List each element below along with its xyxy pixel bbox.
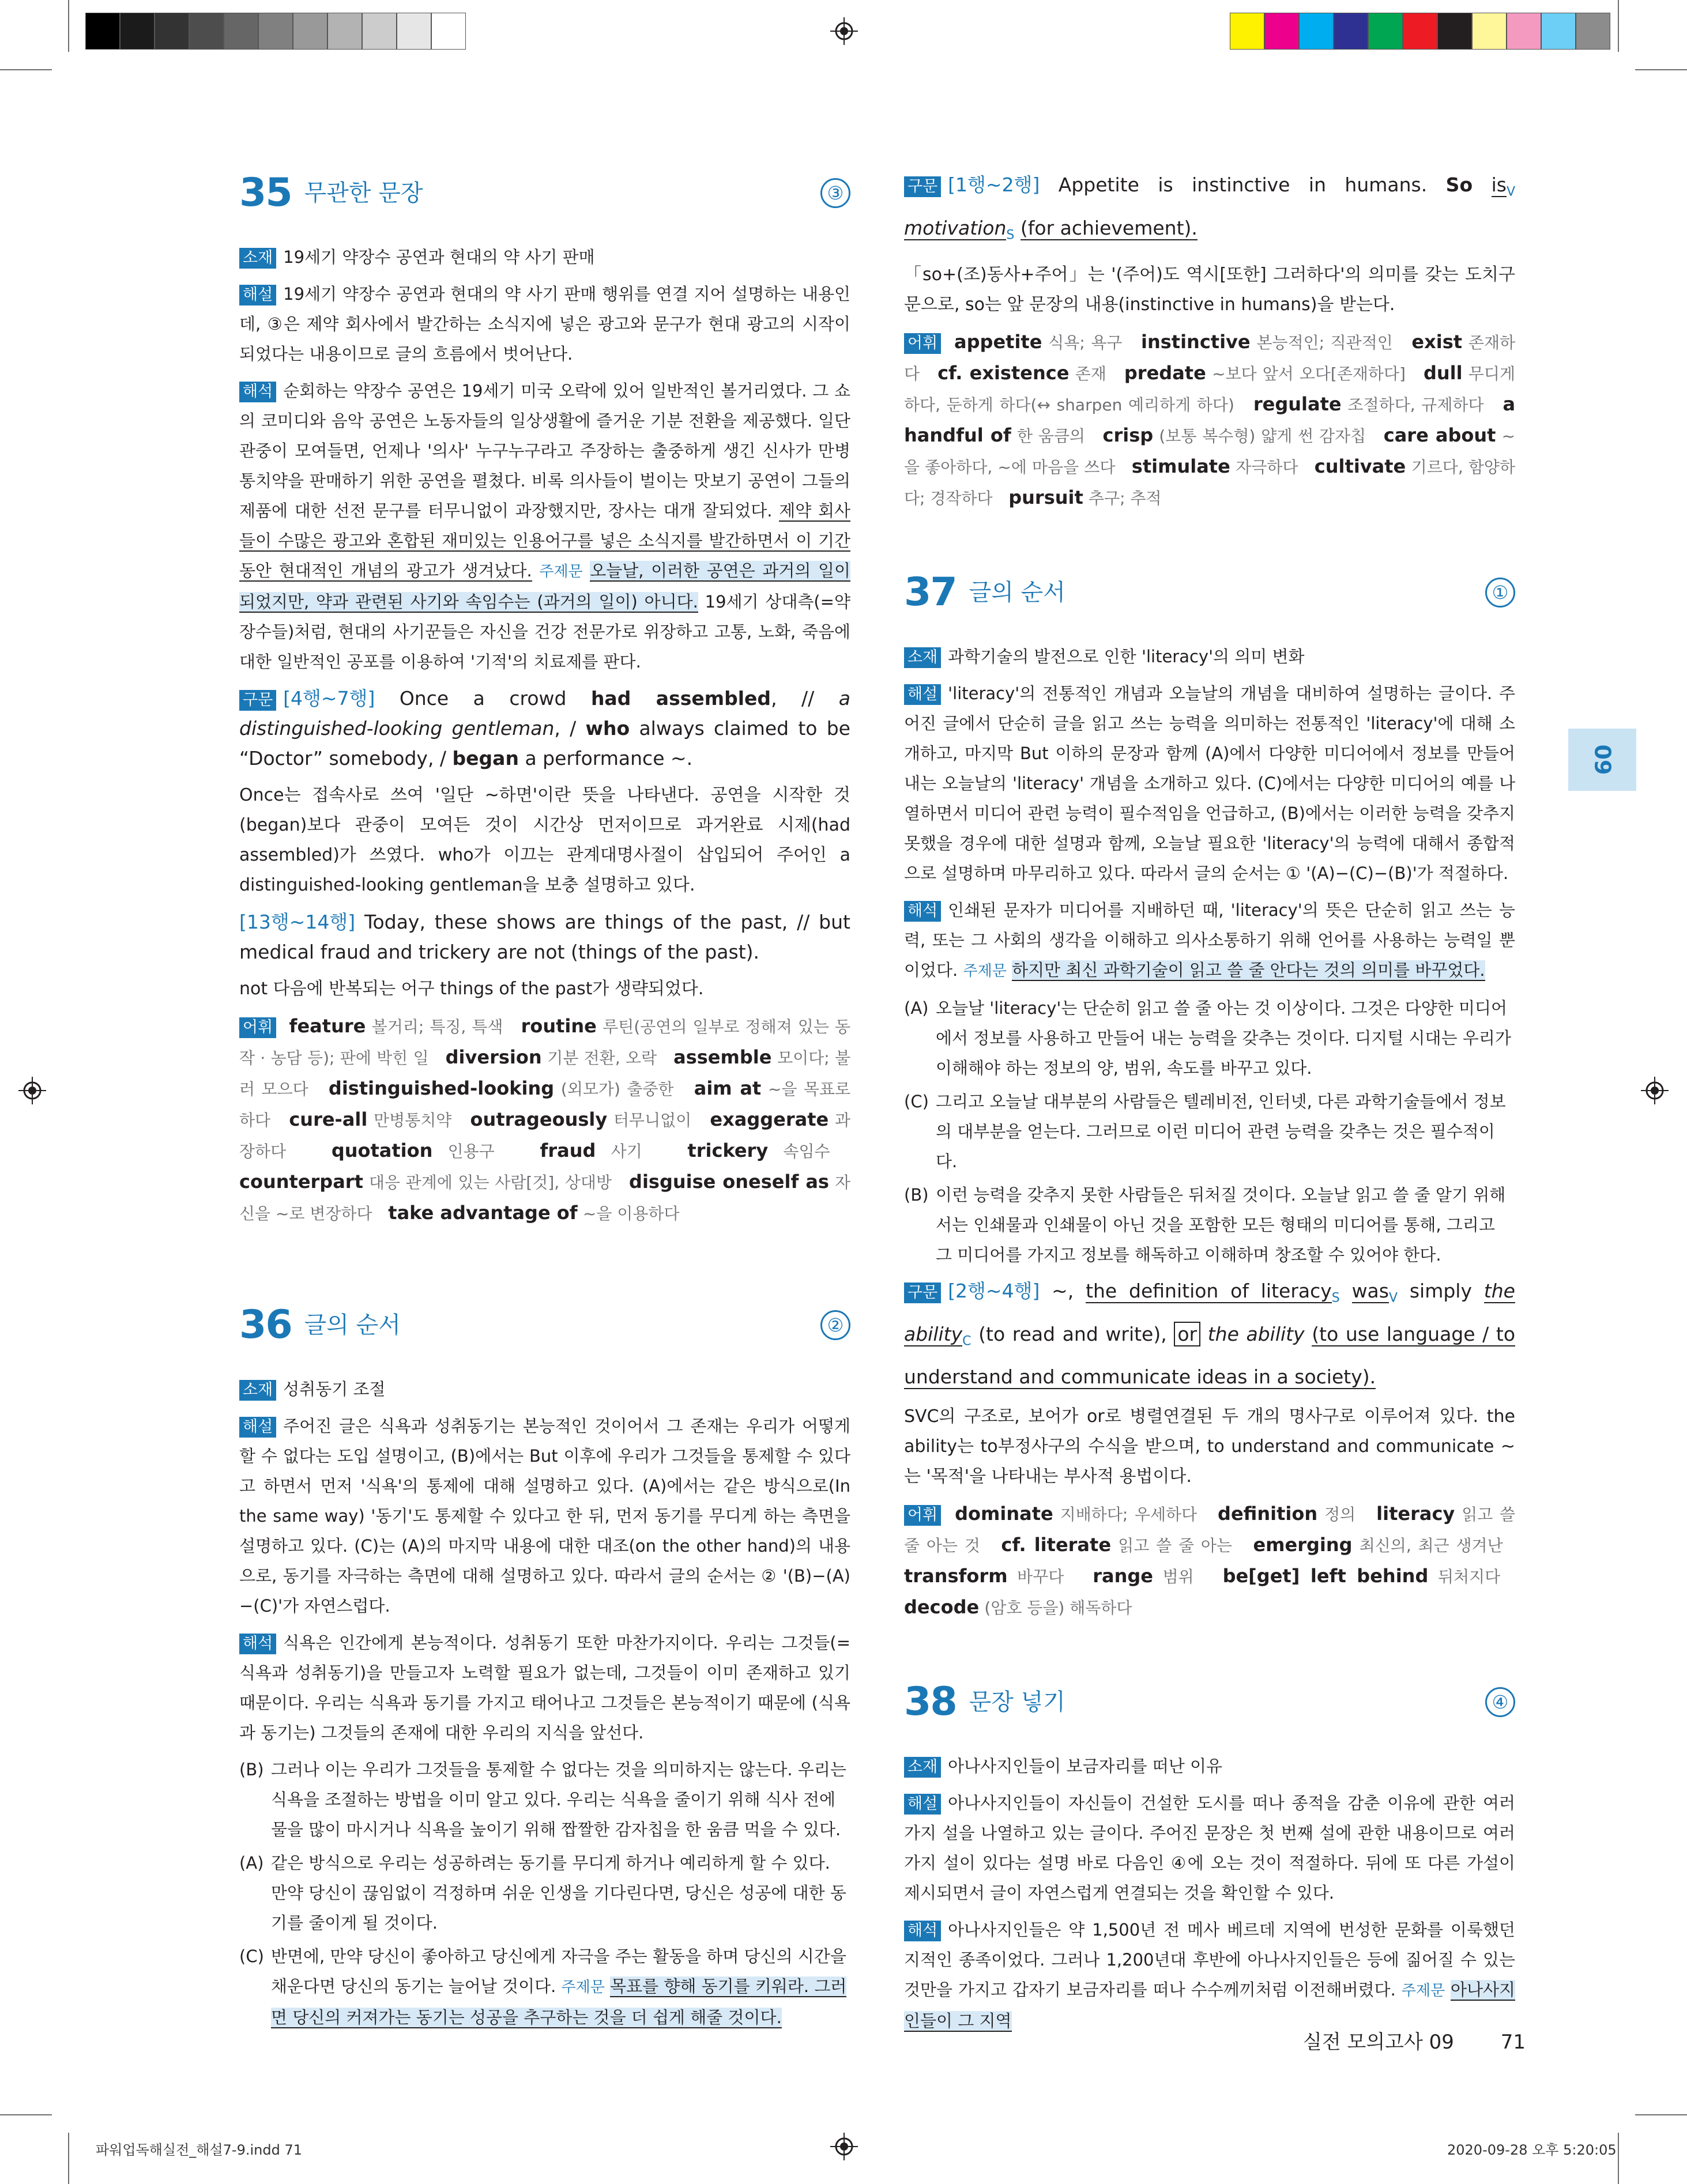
vocab-meaning: 뒤처지다 [1437, 1567, 1501, 1587]
vocab-meaning: 조절하다, 규제하다 [1347, 395, 1484, 415]
vocab-meaning: 기르다, 함양하다; 경작하다 [904, 458, 1516, 508]
vocab-meaning: 존재하다 [904, 333, 1516, 384]
gumun-tag: 구문 [904, 1283, 941, 1303]
vocab-word: transform [904, 1565, 1008, 1587]
theme-sentence: 오늘날, 이러한 공연은 과거의 일이 되었지만, 약과 관련된 사기와 속임수는 (과거의 일이) 아니다. [239, 561, 850, 612]
side-tab [1568, 729, 1636, 791]
swatch [1437, 13, 1472, 50]
vocab-word: regulate [1253, 393, 1342, 416]
theme-label: 주제문 [561, 1979, 605, 1996]
q36-title: 글의 순서 [304, 1312, 401, 1338]
vocab-word: cultivate [1314, 455, 1406, 478]
color-swatch-bar [1230, 13, 1610, 50]
gumun-text: (for achievement). [1020, 216, 1198, 239]
gumun-bold: who [585, 717, 630, 740]
vocab-meaning: 루틴(공연의 일부로 정해져 있는 동작 · 농담 등); 판에 박힌 일 [239, 1017, 851, 1068]
vocab-word: range [1093, 1565, 1153, 1587]
vocab-meaning: 본능적인; 직관적인 [1256, 333, 1393, 353]
vocab-word: counterpart [239, 1171, 363, 1193]
q38-answer: ④ [1485, 1687, 1515, 1717]
crop-mark [1618, 2133, 1619, 2184]
crop-mark [1635, 2114, 1687, 2115]
vocab-tag: 어휘 [904, 1505, 941, 1526]
swatch [327, 13, 362, 50]
haeseok-text: 순회하는 약장수 공연은 19세기 미국 오락에 있어 일반적인 볼거리였다. 그 쇼의 코미디와 음악 공연은 노동자들의 일상생활에 즐거운 기분 전환을 제공했다. 일단 관중이 모여들면, 언제나 '의사' 누구누구라고 주장하는 출중하게 생긴 신사가 만병통치약을 판매하기 위한 공연을 펼쳤다. 비록 의사들이 벌이는 맛보기 공연이 그들의 제품에 대한 선전 문구를 터무니없이 과장했지만, 장사는 대개 잘되었다. [239, 381, 850, 520]
registration-mark-icon [18, 1077, 46, 1104]
gumun-text: Once a crowd [399, 687, 567, 710]
vocab-word: diversion [445, 1046, 542, 1068]
q38-haeseol [904, 1788, 1515, 1908]
swatch [224, 13, 258, 50]
vocab-word: dull [1423, 362, 1463, 384]
gumun-italic: a distinguished-looking gentleman [239, 687, 850, 740]
vocab-meaning: 인용구 [447, 1142, 495, 1161]
gumun-italic: the ability [1207, 1322, 1305, 1345]
vocab-word: outrageously [470, 1108, 608, 1130]
vocab-word: feature [289, 1015, 366, 1037]
gumun-lines: [4행~7행] [283, 687, 375, 710]
vocab-meaning: 식욕; 욕구 [1048, 333, 1123, 353]
theme-sentence: 하지만 최신 과학기술이 읽고 쓸 줄 안다는 것의 의미를 바꾸었다. [1012, 960, 1485, 980]
gumun-tag: 구문 [904, 176, 941, 197]
vocab-meaning: 존재 [1075, 364, 1106, 384]
item-text: 그러나 이는 우리가 그것들을 통제할 수 없다는 것을 의미하지는 않는다. 우리는 식욕을 조절하는 방법을 이미 알고 있다. 우리는 식욕을 줄이기 위해 식사 전에 물을 많이 마시거나 식욕을 높이기 위해 짭짤한 감자칩을 한 움큼 먹을 수 있다. [271, 1760, 846, 1839]
q35-haeseol [239, 279, 850, 369]
q35-number: 35 [239, 170, 292, 216]
gumun-bold: began [452, 747, 519, 770]
haeseok-tag: 해석 [904, 901, 941, 922]
q36-haeseol [239, 1411, 850, 1621]
q35-sojae [239, 242, 850, 272]
vocab-word: be[get] left behind [1222, 1565, 1429, 1587]
q38-number: 38 [904, 1679, 957, 1725]
item-text: 오늘날 'literacy'는 단순히 읽고 쓸 줄 아는 것 이상이다. 그것은 다양한 미디어에서 정보를 사용하고 만들어 내는 능력을 갖추는 것이다. 디지털 시대는 우리가 이해해야 하는 정보의 양, 범위, 속도를 바꾸고 있다. [936, 998, 1511, 1078]
q35-gumun2 [239, 907, 850, 967]
q36-haeseok [239, 1628, 850, 1748]
gumun-lines: [13행~14행] [239, 911, 356, 933]
swatch [258, 13, 293, 50]
right-column [904, 167, 1515, 2043]
sojae-text: 과학기술의 발전으로 인한 'literacy'의 의미 변화 [948, 647, 1305, 667]
q37-item [904, 993, 1515, 1083]
vocab-meaning: 최신의, 최근 생겨난 [1359, 1536, 1503, 1556]
vocab-meaning: 한 움큼의 [1016, 427, 1085, 446]
item-text-plain: 반면에, 만약 당신이 좋아하고 당신에게 자극을 주는 활동을 하며 당신의 시간을 채운다면 당신의 동기는 늘어날 것이다. [271, 1947, 846, 1996]
vocab-meaning: ~을 이용하다 [582, 1204, 680, 1223]
q37-item [904, 1180, 1515, 1270]
vocab-meaning: 자극하다 [1236, 458, 1298, 477]
q37-vocab [904, 1499, 1515, 1623]
vocab-word: cf. literate [1001, 1534, 1112, 1556]
vocab-word: care about [1383, 424, 1496, 447]
sojae-text: 성취동기 조절 [283, 1379, 386, 1399]
swatch [155, 13, 189, 50]
swatch [1264, 13, 1299, 50]
swatch [120, 13, 155, 50]
subject-mark: S [1006, 228, 1015, 243]
vocab-meaning: 무디게 하다, 둔하게 하다(↔ sharpen 예리하게 하다) [904, 364, 1516, 415]
registration-mark-icon [1641, 1077, 1669, 1104]
q37-title: 글의 순서 [969, 579, 1065, 606]
vocab-word: instinctive [1140, 331, 1251, 353]
q35-title: 무관한 문장 [304, 180, 423, 206]
item-text: 그리고 오늘날 대부분의 사람들은 텔레비전, 인터넷, 다른 과학기술들에서 정보의 대부분을 얻는다. 그러므로 이런 미디어 관련 능력을 갖추는 것은 필수적이다. [936, 1092, 1506, 1172]
gumun-boxed: or [1174, 1322, 1200, 1346]
sojae-text: 19세기 약장수 공연과 현대의 약 사기 판매 [283, 247, 595, 267]
sojae-text: 아나사지인들이 보금자리를 떠난 이유 [948, 1756, 1223, 1776]
item-label: (A) [904, 998, 929, 1019]
q37-header [904, 567, 1515, 618]
vocab-word: predate [1124, 362, 1206, 384]
gumun-tag: 구문 [239, 690, 276, 711]
crop-mark [0, 2114, 52, 2115]
q37-gumun-note: SVC의 구조로, 보어가 or로 병렬연결된 두 개의 명사구로 이루어져 있다. the ability는 to부정사구의 수식을 받으며, to understand and communicate ~는 '목적'을 나타내는 부사적 용법이다. [904, 1406, 1515, 1487]
q38-sojae [904, 1751, 1515, 1781]
vocab-meaning: 과장하다 [239, 1111, 851, 1161]
haeseok-text: 19세기 상대측(=약장수들)처럼, 현대의 사기꾼들은 자신을 건강 전문가로 위장하고 고통, 노화, 죽음에 대한 일반적인 공포를 이용하여 '기적'의 치료제를 판다. [239, 592, 850, 672]
swatch [1230, 13, 1264, 50]
gumun-text: , / [554, 717, 577, 740]
swatch [431, 13, 466, 50]
vocab-word: definition [1218, 1503, 1318, 1525]
crop-mark [0, 69, 52, 70]
vocab-meaning: 정의 [1324, 1505, 1356, 1525]
swatch [1334, 13, 1368, 50]
vocab-word: literacy [1376, 1503, 1455, 1525]
vocab-meaning: 바꾸다 [1017, 1567, 1064, 1587]
sojae-tag: 소재 [904, 1757, 941, 1778]
q36-gumun [904, 167, 1515, 253]
vocab-meaning: (외모가) 출중한 [560, 1080, 674, 1099]
vocab-word: cf. existence [937, 362, 1070, 384]
haeseol-text: 'literacy'의 전통적인 개념과 오늘날의 개념을 대비하여 설명하는 글이다. 주어진 글에서 단순히 글을 읽고 쓰는 능력을 의미하는 전통적인 'literacy'에 대해 소개하고, 마지막 But 이하의 문장과 함께 (A)에서 다양한 미디어에서 정보를 만들어내는 오늘날의 'literacy' 개념을 소개하고 있다. (C)에서는 다양한 미디어의 예를 나열하면서 미디어 관련 능력이 필수적임을 언급하고, (B)에서는 이러한 능력을 갖추지 못했을 경우에 대한 설명과 함께, 오늘날 필요한 'literacy'의 능력에 대해서 종합적으로 설명하며 마무리하고 있다. 따라서 글의 순서는 ① '(A)−(C)−(B)'가 적절하다. [904, 684, 1515, 884]
q35-gumun1 [239, 684, 850, 774]
q35-gumun2-note: not 다음에 반복되는 어구 things of the past가 생략되었다. [239, 979, 704, 999]
vocab-word: stimulate [1131, 455, 1230, 478]
vocab-meaning: 속임수 [783, 1142, 830, 1161]
spacer [904, 520, 1515, 567]
vocab-tag: 어휘 [239, 1017, 276, 1038]
registration-mark-icon [830, 17, 858, 45]
gumun-text: always claimed to be “Doctor” somebody, / [239, 717, 850, 770]
vocab-meaning: 기분 전환, 오락 [547, 1048, 657, 1068]
q36-sojae [239, 1374, 850, 1404]
vocab-word: exaggerate [710, 1108, 829, 1130]
q36-item [239, 1941, 850, 2032]
vocab-word: appetite [954, 331, 1042, 353]
sojae-tag: 소재 [239, 248, 276, 269]
vocab-word: dominate [955, 1503, 1053, 1525]
gumun-bold: had assembled [590, 687, 771, 710]
haeseok-text: 식욕은 인간에게 본능적이다. 성취동기 또한 마찬가지이다. 우리는 그것들(=식욕과 성취동기)을 만들고자 노력할 필요가 없는데, 그것들이 이미 존재하고 있기 때문이다. 우리는 식욕과 동기를 가지고 태어나고 그것들은 본능적이기 때문에 (식욕과 동기는) 그것들의 존재에 대한 우리의 지식을 앞선다. [239, 1633, 850, 1742]
q35-haeseok [239, 376, 850, 677]
haeseol-tag: 해설 [239, 1417, 276, 1438]
q36-number: 36 [239, 1302, 292, 1348]
item-label: (C) [239, 1947, 264, 1966]
vocab-tag: 어휘 [904, 333, 941, 354]
file-slug: 파워업독해실전_해설7-9.indd 71 [96, 2142, 302, 2158]
q35-gumun1-note: Once는 접속사로 쓰여 '일단 ~하면'이란 뜻을 나타낸다. 공연을 시작한 것(began)보다 관중이 모여든 것이 시간상 먼저이므로 과거완료 시제(had assembled)가 쓰였다. who가 이끄는 관계대명사절이 삽입되어 주어인 a distinguished-looking gentleman을 보충 설명하고 있다. [239, 785, 850, 895]
gumun-text: Appetite is instinctive in humans. [1058, 173, 1428, 196]
haeseok-tag: 해석 [239, 1634, 276, 1654]
vocab-word: trickery [687, 1140, 769, 1161]
gumun-text: simply [1409, 1280, 1472, 1303]
haeseol-text: 주어진 글은 식욕과 성취동기는 본능적인 것이어서 그 존재는 우리가 어떻게 할 수 없다는 도입 설명이고, (B)에서는 But 이후에 우리가 그것들을 통제할 수 있다고 하면서 먼저 '식욕'의 통제에 대해 설명하고 있다. (A)에서는 같은 방식으로(In the same way) '동기'도 통제할 수 있다고 한 뒤, 먼저 동기를 무디게 하는 측면을 설명하고 있다. (C)는 (A)의 마지막 내용에 대한 대조(on the other hand)의 내용으로, 동기를 자극하는 측면에 대해 설명하고 있다. 따라서 글의 순서는 ② '(B)−(A)−(C)'가 자연스럽다. [239, 1416, 850, 1616]
swatch [293, 13, 327, 50]
q37-haeseol [904, 678, 1515, 888]
swatch [362, 13, 397, 50]
item-label: (C) [904, 1092, 929, 1112]
haeseok-tag: 해석 [904, 1921, 941, 1941]
registration-mark-icon [830, 2133, 858, 2160]
vocab-word: quotation [331, 1140, 433, 1161]
vocab-word: routine [521, 1015, 597, 1037]
left-column [239, 167, 850, 2036]
q36-item [239, 1848, 850, 1938]
swatch [85, 13, 120, 50]
haeseok-text: 아나사지인들은 약 1,500년 전 메사 베르데 지역에 번성한 문화를 이룩했던 지적인 종족이었다. 그러나 1,200년대 후반에 아나사지인들은 등에 짊어질 수 있는 것만을 가지고 갑자기 보금자리를 떠나 수수께끼처럼 이전해버렸다. [904, 1920, 1515, 2000]
side-tab-label: 09 [1589, 744, 1615, 775]
q37-item [904, 1087, 1515, 1176]
gumun-lines: [2행~4행] [948, 1280, 1040, 1303]
vocab-meaning: 읽고 쓸 줄 아는 것 [904, 1505, 1516, 1556]
haeseol-text: 19세기 약장수 공연과 현대의 약 사기 판매 행위를 연결 지어 설명하는 내용인데, ③은 제약 회사에서 발간하는 소식지에 넣은 광고와 문구가 현대 광고의 시작이 되었다는 내용이므로 글의 흐름에서 벗어난다. [239, 284, 850, 364]
gray-swatch-bar [85, 13, 466, 50]
q38-header [904, 1676, 1515, 1728]
q38-title: 문장 넣기 [969, 1689, 1065, 1716]
vocab-word: exist [1411, 331, 1463, 353]
item-text: 이런 능력을 갖추지 못한 사람들은 뒤처질 것이다. 오늘날 읽고 쓸 줄 알기 위해서는 인쇄물과 인쇄물이 아닌 것을 포함한 모든 형태의 미디어를 통해, 그리고 그 미디어를 가지고 정보를 해독하고 이해하며 창조할 수 있어야 한다. [936, 1185, 1506, 1265]
gumun-verb: was [1351, 1280, 1389, 1303]
swatch [397, 13, 431, 50]
vocab-meaning: 자신을 ~로 변장하다 [239, 1173, 851, 1223]
vocab-meaning: 볼거리; 특징, 특색 [371, 1017, 503, 1036]
q36-item [239, 1755, 850, 1844]
q36-vocab [904, 327, 1515, 514]
vocab-word: fraud [540, 1140, 596, 1161]
gumun-text: ~, [1052, 1280, 1074, 1303]
verb-mark: V [1388, 1291, 1398, 1306]
gumun-complement: the ability [904, 1280, 1515, 1345]
haeseok-text: 인쇄된 문자가 미디어를 지배하던 때, 'literacy'의 뜻은 단순히 읽고 쓰는 능력, 또는 그 사회의 생각을 이해하고 의사소통하기 위해 언어를 사용하는 능력일 뿐이었다. [904, 900, 1515, 980]
gumun-text: (to read and write), [978, 1322, 1167, 1345]
vocab-meaning: 대응 관계에 있는 사람[것], 상대방 [368, 1173, 612, 1192]
vocab-word: decode [904, 1596, 980, 1619]
swatch [1472, 13, 1507, 50]
vocab-meaning: 지배하다; 우세하다 [1060, 1505, 1198, 1525]
complement-mark: C [962, 1334, 971, 1349]
verb-mark: V [1506, 184, 1515, 199]
gumun-verb: is [1491, 173, 1507, 196]
gumun-subject: motivation [904, 216, 1007, 239]
gumun-text: a performance ~. [525, 747, 693, 770]
item-label: (B) [904, 1185, 929, 1205]
vocab-meaning: (암호 등을) 해독하다 [984, 1598, 1132, 1618]
vocab-meaning: 만병통치약 [374, 1111, 452, 1130]
theme-sentence: 아나사지인들이 그 지역 [904, 1980, 1516, 2031]
vocab-word: cure-all [289, 1108, 368, 1130]
page-footer [1303, 2026, 1526, 2054]
timestamp-slug: 2020-09-28 오후 5:20:05 [1447, 2142, 1617, 2158]
q35-vocab [239, 1011, 850, 1229]
theme-sentence: 목표를 향해 동기를 키워라. 그러면 당신의 커져가는 동기는 성공을 추구하는 것을 더 쉽게 해줄 것이다. [271, 1976, 847, 2027]
theme-label: 주제문 [963, 963, 1007, 980]
vocab-meaning: 터무니없이 [613, 1111, 692, 1130]
haeseok-tag: 해석 [239, 382, 276, 402]
q37-sojae [904, 642, 1515, 672]
gumun-lines: [1행~2행] [948, 173, 1040, 196]
vocab-word: disguise oneself as [629, 1171, 829, 1193]
swatch [1299, 13, 1334, 50]
vocab-meaning: ~을 좋아하다, ~에 마음을 쓰다 [904, 427, 1516, 477]
series-label: 실전 모의고사 09 [1303, 2031, 1454, 2054]
page-number: 71 [1500, 2031, 1526, 2054]
spacer [239, 1236, 850, 1299]
subject-mark: S [1331, 1291, 1340, 1306]
vocab-word: crisp [1102, 424, 1154, 447]
item-text: 같은 방식으로 우리는 성공하려는 동기를 무디게 하거나 예리하게 할 수 있다. 만약 당신이 끊임없이 걱정하며 쉬운 인생을 기다린다면, 당신은 성공에 대한 동기를 줄이게 될 것이다. [271, 1853, 846, 1933]
q35-answer: ③ [820, 178, 850, 208]
gumun-text: Today, these shows are things of the past, // but medical fraud and trickery are not (things of the past). [239, 911, 850, 963]
vocab-meaning: 범위 [1162, 1567, 1194, 1587]
crop-mark [1618, 0, 1619, 52]
swatch [1576, 13, 1610, 50]
item-label: (A) [239, 1853, 264, 1873]
gumun-text: , // [771, 687, 815, 710]
spacer [904, 1630, 1515, 1676]
vocab-word: aim at [694, 1077, 762, 1099]
crop-mark [68, 2133, 69, 2184]
q37-number: 37 [904, 569, 957, 616]
gumun-subject: the definition of literacy [1086, 1280, 1332, 1303]
q36-answer: ② [820, 1310, 850, 1340]
vocab-meaning: ~을 목표로 하다 [239, 1080, 851, 1130]
gumun-bold: So [1445, 173, 1473, 196]
theme-label: 주제문 [539, 563, 583, 580]
q38-haeseok [904, 1915, 1515, 2036]
vocab-meaning: 추구; 추적 [1089, 489, 1162, 508]
vocab-word: distinguished-looking [328, 1077, 555, 1099]
vocab-word: emerging [1253, 1534, 1353, 1556]
haeseol-tag: 해설 [904, 1794, 941, 1815]
swatch [189, 13, 224, 50]
haeseol-tag: 해설 [239, 285, 276, 305]
vocab-word: assemble [673, 1046, 772, 1068]
theme-label: 주제문 [1401, 1982, 1445, 2000]
haeseol-tag: 해설 [904, 684, 941, 705]
vocab-meaning: 읽고 쓸 줄 아는 [1118, 1536, 1232, 1556]
vocab-word: take advantage of [388, 1202, 578, 1224]
swatch [1403, 13, 1437, 50]
q36-gumun-note: 「so+(조)동사+주어」는 '(주어)도 역시[또한] 그러하다'의 의미를 갖는 도치구문으로, so는 앞 문장의 내용(instinctive in humans)을 받는다. [904, 265, 1515, 315]
crop-mark [1635, 69, 1687, 70]
swatch [1368, 13, 1403, 50]
q36-header [239, 1299, 850, 1351]
sojae-tag: 소재 [904, 647, 941, 668]
swatch [1507, 13, 1541, 50]
item-text [271, 1941, 850, 2032]
vocab-meaning: (보통 복수형) 얇게 썬 감자칩 [1159, 427, 1366, 446]
vocab-word: a handful of [904, 393, 1516, 447]
vocab-meaning: 사기 [611, 1142, 642, 1161]
vocab-meaning: 모이다; 불러 모으다 [239, 1048, 851, 1099]
item-label: (B) [239, 1760, 264, 1779]
sojae-tag: 소재 [239, 1380, 276, 1401]
swatch [1541, 13, 1576, 50]
gumun-text: (to use language / to understand and communicate ideas in a society). [904, 1322, 1516, 1389]
q37-gumun [904, 1273, 1515, 1395]
vocab-word: pursuit [1008, 486, 1083, 509]
crop-mark [68, 0, 69, 52]
underlined-sentence: 제약 회사들이 수많은 광고와 혼합된 재미있는 인용어구를 넣은 소식지를 발간하면서 이 기간 동안 현대적인 개념의 광고가 생겨났다. [239, 501, 850, 580]
q37-answer: ① [1485, 578, 1515, 608]
q37-haeseok [904, 895, 1515, 986]
haeseol-text: 아나사지인들이 자신들이 건설한 도시를 떠나 종적을 감춘 이유에 관한 여러 가지 설을 나열하고 있는 글이다. 주어진 문장은 첫 번째 설에 관한 내용이므로 여러 가지 설이 있다는 설명 바로 다음인 ④에 오는 것이 적절하다. 뒤에 또 다른 가설이 제시되면서 글이 자연스럽게 연결되는 것을 확인할 수 있다. [904, 1793, 1515, 1903]
vocab-meaning: ~보다 앞서 오다[존재하다] [1212, 364, 1406, 384]
q35-header [239, 167, 850, 219]
